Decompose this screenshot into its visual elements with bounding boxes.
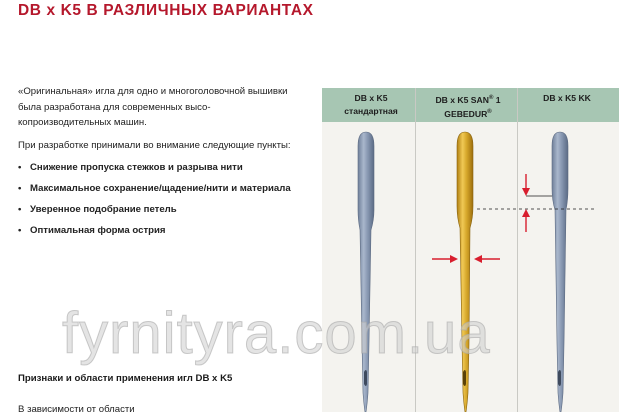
needle-san-gebedur — [432, 132, 500, 412]
feature-item: • Снижение пропуска стежков и разрыва нити — [18, 160, 298, 176]
arrowhead-icon — [522, 209, 530, 217]
intro-paragraph-1: «Оригинальная» игла для одно и многоголовочной вышивки была разработана для современных высо-копроизводительных машин. — [18, 86, 288, 128]
column-title: DB x K5 KK — [543, 93, 591, 103]
feature-item: • Максимальное сохранение/щадение/нити и материала — [18, 181, 298, 197]
needle-standard — [358, 132, 374, 412]
feature-list — [18, 160, 298, 239]
arrowhead-icon — [522, 188, 530, 196]
column-subtitle-text: GEBEDUR — [444, 109, 488, 120]
intro-text-block — [18, 84, 298, 244]
arrowhead-icon — [450, 255, 458, 263]
watermark: fyrnityra.com.ua — [62, 301, 491, 366]
column-subtitle: стандартная — [344, 105, 398, 116]
needle-illustrations — [322, 88, 619, 412]
column-title-text: DB x K5 SAN — [435, 94, 489, 105]
page-title: DB x K5 В РАЗЛИЧНЫХ ВАРИАНТАХ — [18, 2, 314, 19]
registered-mark: ® — [488, 95, 494, 101]
needle-kk — [477, 132, 597, 412]
arrowhead-icon — [474, 255, 482, 263]
registered-mark: ® — [487, 109, 492, 116]
column-title: DB x K5 — [354, 93, 388, 103]
needle-comparison-panel — [322, 88, 619, 412]
section-heading: Признаки и области применения игл DB x K5 — [18, 373, 233, 384]
feature-item: • Уверенное подобрание петель — [18, 202, 298, 218]
section-text-cut: В зависимости от области — [18, 404, 135, 415]
intro-paragraph-2: При разработке принимали во внимание следующие пункты: — [18, 139, 291, 151]
column-title-tail: 1 — [493, 94, 501, 105]
feature-item: • Оптимальная форма острия — [18, 223, 298, 239]
